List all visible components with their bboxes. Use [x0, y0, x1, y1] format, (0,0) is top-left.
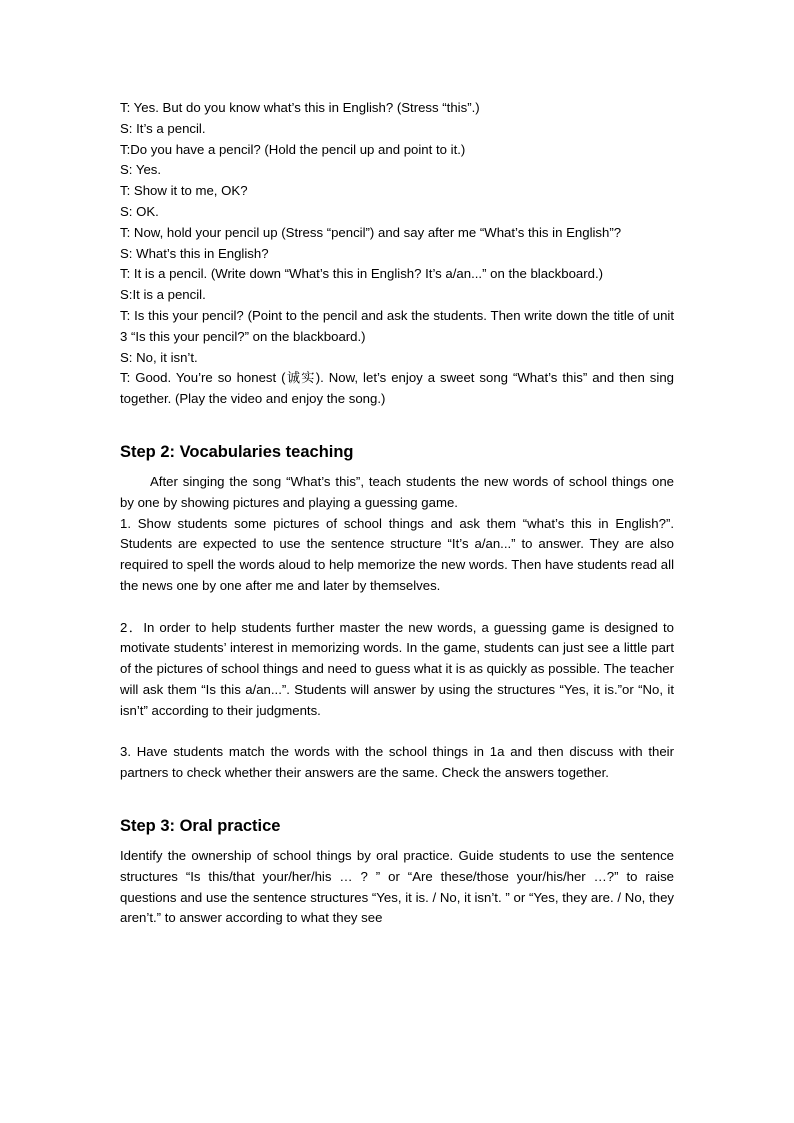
dialogue-line: S: It’s a pencil.: [120, 120, 206, 136]
dialogue-line: T:Do you have a pencil? (Hold the pencil up and point to it.): [120, 141, 466, 157]
step2-heading: Step 2: Vocabularies teaching: [120, 442, 354, 461]
step3-paragraph-1: Identify the ownership of school things by oral practice. Guide students to use the sentence structures “Is this/that your/her/his … ? ” or “Are these/those your/his/her …?” to raise questions and use the sentence structures “Yes, it is. / No, it isn’t. ” or “Yes, they are. / No, they aren’t.” to answer according to what they see: [120, 847, 674, 926]
dialogue-line: T: Yes. But do you know what’s this in English? (Stress “this”.): [120, 100, 480, 115]
dialogue-line: S:It is a pencil.: [120, 287, 206, 303]
step2-paragraph-2: 2．In order to help students further master the new words, a guessing game is designed to motivate students’ interest in memorizing words. In the game, students can just see a little part of the pictures of school things and need to guess what it is as quickly as possible. The teacher will ask them “Is this a/an...”. Students will answer by using the structures “Yes, it is.”or “No, it isn’t” according to their judgments.: [120, 619, 674, 718]
step2-intro: After singing the song “What’s this”, teach students the new words of school things one by one by showing pictures and playing a guessing game.: [120, 473, 674, 510]
dialogue-line: T: Now, hold your pencil up (Stress “pencil”) and say after me “What’s this in English”?: [120, 224, 622, 240]
dialogue-line: T: Is this your pencil? (Point to the pencil and ask the students. Then write down the title of unit 3 “Is this your pencil?” on the blackboard.): [120, 307, 674, 344]
step3-heading: Step 3: Oral practice: [120, 816, 281, 835]
document-page: [120, 98, 674, 929]
dialogue-block: [120, 98, 674, 410]
dialogue-line: T: Show it to me, OK?: [120, 183, 248, 199]
dialogue-line: S: What’s this in English?: [120, 245, 269, 261]
dialogue-line: T: Good. You’re so honest (诚实). Now, let’s enjoy a sweet song “What’s this” and then sing together. (Play the video and enjoy the song.): [120, 370, 674, 407]
dialogue-line: S: Yes.: [120, 162, 162, 178]
dialogue-line: T: It is a pencil. (Write down “What’s this in English? It’s a/an...” on the blackboard.): [120, 266, 604, 282]
dialogue-line: S: No, it isn’t.: [120, 349, 198, 365]
step2-paragraph-1: 1. Show students some pictures of school things and ask them “what’s this in English?”. Students are expected to use the sentence structure “It’s a/an...” to answer. They are also required to spell the words aloud to help memorize the new words. Then have students read all the news one by one after me and later by themselves.: [120, 515, 674, 593]
step2-paragraph-3: 3. Have students match the words with the school things in 1a and then discuss with their partners to check whether their answers are the same. Check the answers together.: [120, 744, 674, 781]
dialogue-line: S: OK.: [120, 203, 159, 219]
